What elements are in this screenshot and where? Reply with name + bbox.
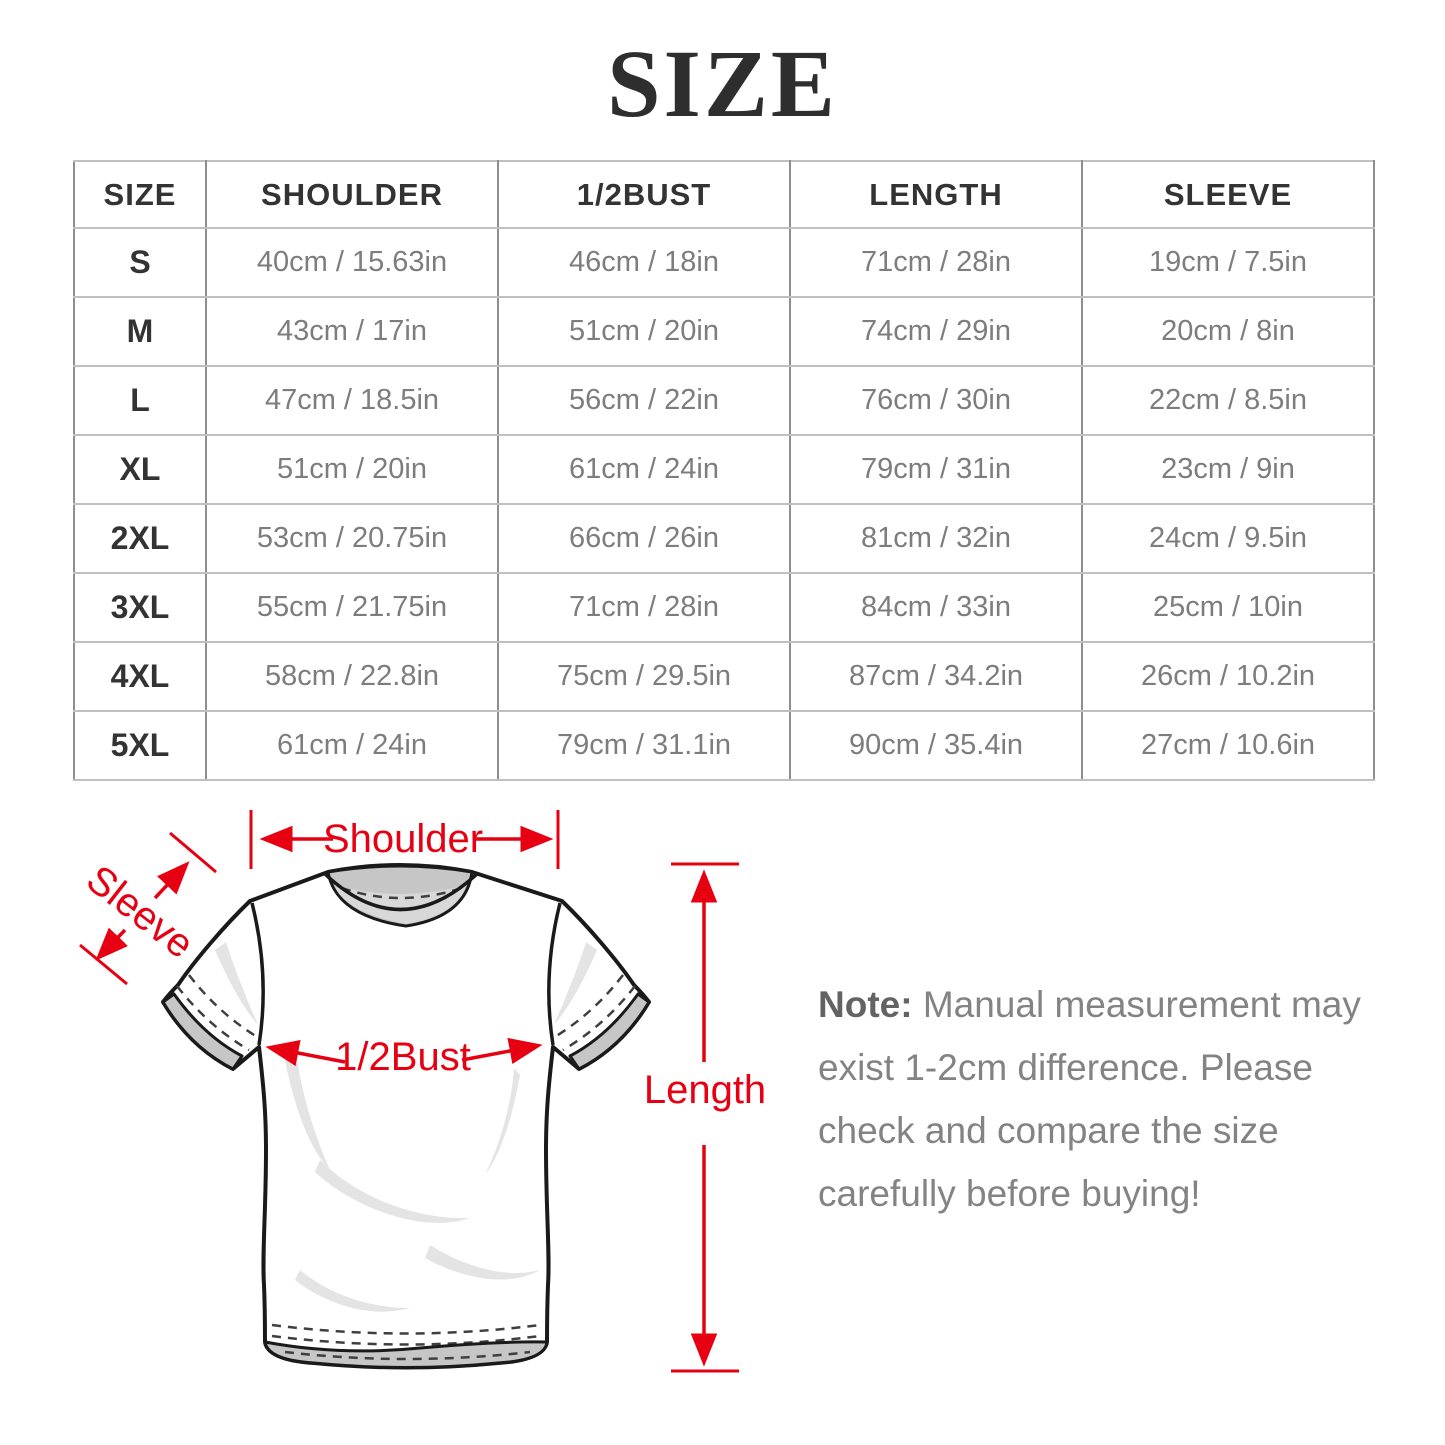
length-measure-label: Length [643, 1068, 767, 1112]
col-header-shoulder: SHOULDER [206, 161, 498, 228]
half-bust-cell: 51cm / 20in [498, 297, 790, 366]
sleeve-cell: 20cm / 8in [1082, 297, 1374, 366]
row-m [74, 297, 1374, 366]
shoulder-measure-label: Shoulder [322, 817, 484, 861]
size-cell: XL [74, 435, 206, 504]
half-bust-cell: 66cm / 26in [498, 504, 790, 573]
col-header-half-bust: 1/2BUST [498, 161, 790, 228]
shoulder-dimension [251, 810, 558, 869]
half-bust-measure-label: 1/2Bust [335, 1035, 471, 1079]
sleeve-cell: 26cm / 10.2in [1082, 642, 1374, 711]
size-cell: 2XL [74, 504, 206, 573]
length-dimension [644, 864, 766, 1371]
shoulder-cell: 55cm / 21.75in [206, 573, 498, 642]
tshirt-illustration [163, 865, 649, 1368]
sleeve-cell: 27cm / 10.6in [1082, 711, 1374, 780]
shoulder-cell: 51cm / 20in [206, 435, 498, 504]
row-xl [74, 435, 1374, 504]
sleeve-cell: 25cm / 10in [1082, 573, 1374, 642]
note-body: Manual measurement may exist 1-2cm difference. Please check and compare the size carefully before buying! [818, 984, 1361, 1214]
size-cell: M [74, 297, 206, 366]
size-table-body [74, 228, 1374, 780]
shoulder-cell: 53cm / 20.75in [206, 504, 498, 573]
sleeve-cell: 22cm / 8.5in [1082, 366, 1374, 435]
sleeve-cell: 19cm / 7.5in [1082, 228, 1374, 297]
shoulder-cell: 58cm / 22.8in [206, 642, 498, 711]
row-2xl [74, 504, 1374, 573]
note-text [818, 973, 1383, 1225]
header-row [74, 161, 1374, 228]
length-cell: 81cm / 32in [790, 504, 1082, 573]
half-bust-cell: 71cm / 28in [498, 573, 790, 642]
length-cell: 71cm / 28in [790, 228, 1082, 297]
size-cell: L [74, 366, 206, 435]
shoulder-cell: 61cm / 24in [206, 711, 498, 780]
half-bust-cell: 61cm / 24in [498, 435, 790, 504]
shoulder-cell: 43cm / 17in [206, 297, 498, 366]
page-title: SIZE [607, 30, 838, 137]
row-l [74, 366, 1374, 435]
row-s [74, 228, 1374, 297]
col-header-sleeve: SLEEVE [1082, 161, 1374, 228]
col-header-length: LENGTH [790, 161, 1082, 228]
row-3xl [74, 573, 1374, 642]
note-label: Note: [818, 984, 913, 1025]
size-cell: S [74, 228, 206, 297]
size-cell: 3XL [74, 573, 206, 642]
tshirt-measurement-diagram [50, 770, 810, 1445]
half-bust-cell: 75cm / 29.5in [498, 642, 790, 711]
half-bust-cell: 56cm / 22in [498, 366, 790, 435]
col-header-size: SIZE [74, 161, 206, 228]
size-cell: 4XL [74, 642, 206, 711]
size-table [73, 160, 1375, 781]
sleeve-measure-label: Sleeve [78, 857, 202, 967]
shoulder-cell: 47cm / 18.5in [206, 366, 498, 435]
sleeve-cell: 23cm / 9in [1082, 435, 1374, 504]
length-cell: 74cm / 29in [790, 297, 1082, 366]
half-bust-cell: 79cm / 31.1in [498, 711, 790, 780]
tshirt-body [163, 865, 649, 1368]
length-cell: 87cm / 34.2in [790, 642, 1082, 711]
size-table-header [74, 161, 1374, 228]
half-bust-cell: 46cm / 18in [498, 228, 790, 297]
size-cell: 5XL [74, 711, 206, 780]
length-cell: 79cm / 31in [790, 435, 1082, 504]
length-cell: 90cm / 35.4in [790, 711, 1082, 780]
length-cell: 84cm / 33in [790, 573, 1082, 642]
length-cell: 76cm / 30in [790, 366, 1082, 435]
sleeve-cell: 24cm / 9.5in [1082, 504, 1374, 573]
shoulder-cell: 40cm / 15.63in [206, 228, 498, 297]
row-4xl [74, 642, 1374, 711]
sleeve-tick-upper [170, 833, 216, 872]
